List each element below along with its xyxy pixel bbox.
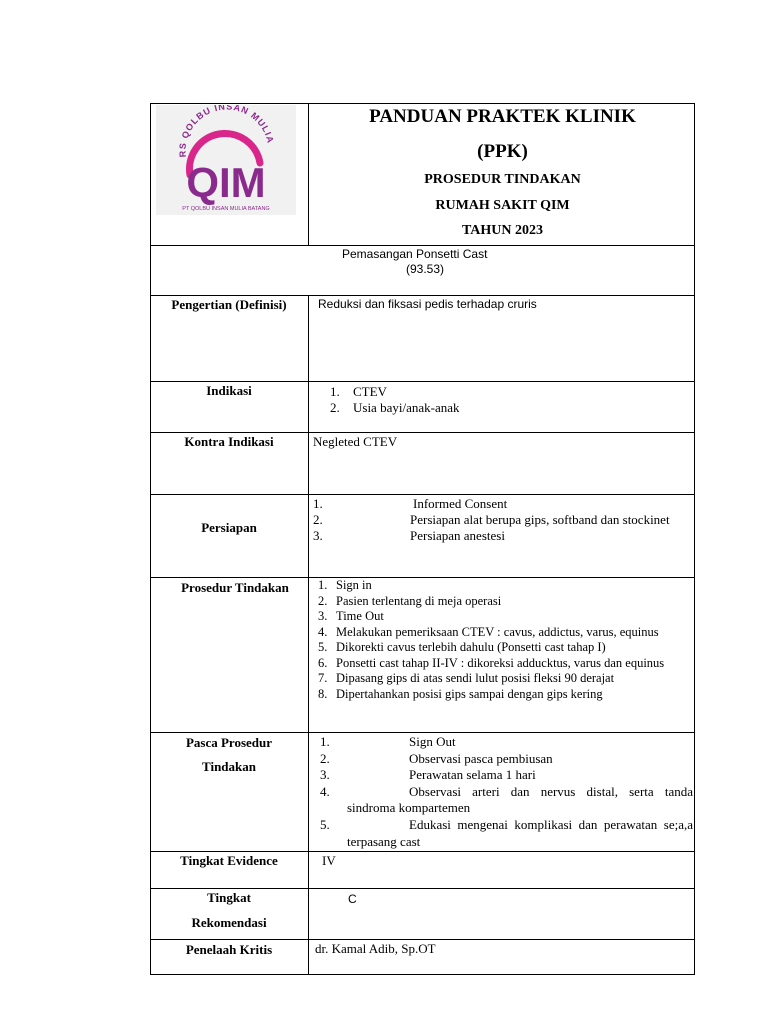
pasca-label-line1: Pasca Prosedur bbox=[185, 735, 273, 750]
pasca-list bbox=[320, 734, 693, 850]
rekomendasi-value: C bbox=[348, 892, 357, 906]
list-item: 2. Usia bayi/anak-anak bbox=[330, 400, 460, 415]
kontra-label: Kontra Indikasi bbox=[184, 434, 274, 449]
procedure-code: (93.53) bbox=[406, 262, 445, 276]
list-item: 5. Dikorekti cavus terlebih dahulu (Ponsetti cast tahap I) bbox=[318, 640, 606, 654]
prosedur-list bbox=[318, 578, 688, 702]
logo-wordmark: QIM bbox=[186, 159, 266, 206]
list-item: 2. Pasien terlentang di meja operasi bbox=[318, 593, 502, 608]
penelaah-label: Penelaah Kritis bbox=[185, 942, 273, 957]
list-item: 2. Persiapan alat berupa gips, softband dan stockinet bbox=[313, 512, 670, 527]
ppk-document bbox=[150, 103, 695, 975]
list-item: 6. Ponsetti cast tahap II-IV : dikoreksi adducktus, varus dan equinus bbox=[318, 655, 665, 670]
persiapan-list bbox=[313, 496, 693, 544]
procedure-name: Pemasangan Ponsetti Cast bbox=[342, 247, 488, 261]
pengertian-label: Pengertian (Definisi) bbox=[171, 297, 287, 312]
list-item: 4. Observasi arteri dan nervus distal, serta tanda sindroma kompartemen bbox=[320, 783, 693, 816]
list-item: 4. Melakukan pemeriksaan CTEV : cavus, addictus, varus, equinus bbox=[318, 624, 659, 639]
list-item: 5. Edukasi mengenai komplikasi dan perawatan se;a,a terpasang cast bbox=[320, 816, 693, 849]
logo-arc-text: RS QOLBU INSAN MULIA bbox=[177, 105, 276, 158]
hospital-logo bbox=[156, 105, 296, 215]
prosedur-label: Prosedur Tindakan bbox=[181, 580, 289, 595]
list-item: 1. Sign in bbox=[318, 578, 372, 592]
pasca-label-line2: Tindakan bbox=[202, 759, 256, 774]
hospital-name: RUMAH SAKIT QIM bbox=[435, 198, 570, 213]
pengertian-text: Reduksi dan fiksasi pedis terhadap cruris bbox=[318, 297, 537, 311]
evidence-value: IV bbox=[322, 853, 336, 868]
document-subtitle: PROSEDUR TINDAKAN bbox=[424, 172, 581, 187]
evidence-label: Tingkat Evidence bbox=[180, 853, 278, 868]
document-year: TAHUN 2023 bbox=[461, 223, 544, 238]
indikasi-list bbox=[330, 384, 708, 416]
kontra-text: Negleted CTEV bbox=[313, 434, 398, 449]
rekomendasi-label-line2: Rekomendasi bbox=[191, 915, 267, 930]
list-item: 3. Perawatan selama 1 hari bbox=[320, 767, 536, 783]
indikasi-label: Indikasi bbox=[206, 383, 252, 398]
persiapan-label: Persiapan bbox=[201, 520, 257, 535]
list-item: 3. Time Out bbox=[318, 609, 384, 623]
document-title-abbr: (PPK) bbox=[477, 141, 528, 162]
list-item: 1. Sign Out bbox=[320, 734, 456, 749]
list-item: 7. Dipasang gips di atas sendi lulut posisi fleksi 90 derajat bbox=[318, 671, 615, 685]
list-item: 1. Informed Consent bbox=[313, 496, 508, 511]
logo-bottom-text: PT QOLBU INSAN MULIA BATANG bbox=[182, 206, 270, 212]
list-item: 3. Persiapan anestesi bbox=[313, 528, 505, 543]
qim-logo-icon bbox=[156, 105, 296, 215]
list-item: 1. CTEV bbox=[330, 384, 387, 399]
penelaah-value: dr. Kamal Adib, Sp.OT bbox=[315, 941, 436, 956]
document-title: PANDUAN PRAKTEK KLINIK bbox=[369, 106, 636, 127]
list-item: 8. Dipertahankan posisi gips sampai dengan gips kering bbox=[318, 686, 603, 701]
list-item: 2. Observasi pasca pembiusan bbox=[320, 750, 553, 766]
rekomendasi-label-line1: Tingkat bbox=[207, 890, 251, 905]
